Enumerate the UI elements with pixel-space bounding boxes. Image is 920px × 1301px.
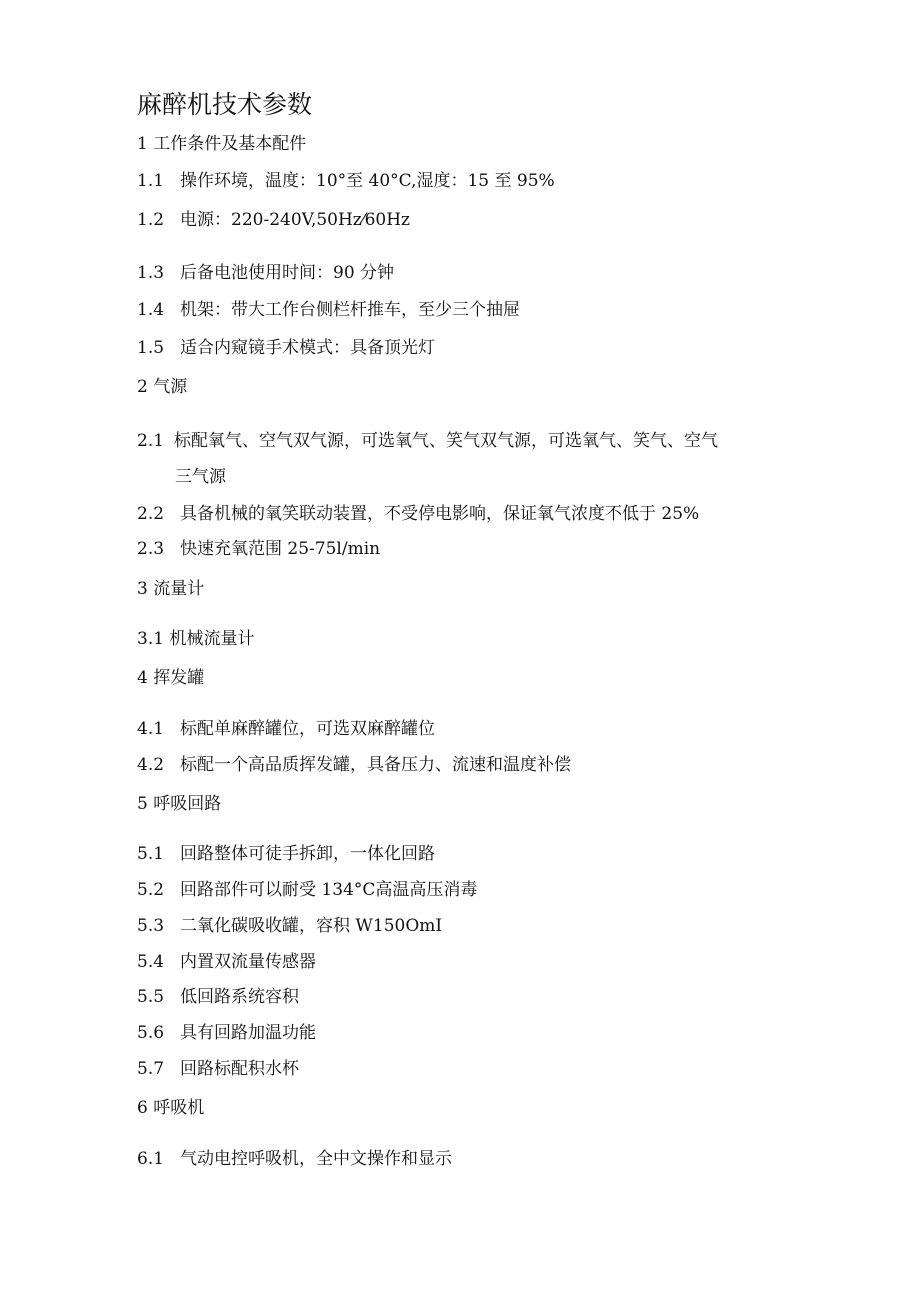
item-number: 4.2: [137, 755, 165, 775]
section-heading: [137, 133, 306, 155]
item-number: 5.3: [137, 916, 165, 936]
section-number: 6: [137, 1098, 148, 1118]
section-title: 流量计: [153, 579, 205, 599]
item-number: 5.5: [137, 987, 165, 1007]
section-title: 气源: [153, 377, 188, 397]
item-number: 3.1: [137, 629, 165, 649]
item-text: 二氧化碳吸收罐，容积 W150OmI: [180, 916, 443, 936]
section-title: 挥发罐: [153, 668, 205, 688]
list-item: [137, 503, 699, 525]
list-item: [137, 718, 435, 740]
item-text: 标配氧气、空气双气源，可选氧气、笑气双气源，可选氧气、笑气、空气: [174, 431, 718, 451]
item-text: 标配单麻醉罐位，可选双麻醉罐位: [180, 719, 435, 739]
item-number: 2.2: [137, 504, 165, 524]
list-item: [137, 754, 571, 776]
item-text: 内置双流量传感器: [180, 952, 316, 972]
item-number: 1.5: [137, 338, 165, 358]
document-title: 麻醉机技术参数: [137, 90, 313, 119]
section-title: 呼吸回路: [153, 794, 222, 814]
list-item: [137, 915, 442, 937]
section-number: 5: [137, 794, 148, 814]
item-text: 适合内窥镜手术模式：具备顶光灯: [180, 338, 435, 358]
section-title: 呼吸机: [153, 1098, 205, 1118]
item-number: 6.1: [137, 1149, 165, 1169]
item-text: 标配一个高品质挥发罐，具备压力、流速和温度补偿: [180, 755, 571, 775]
item-number: 1.4: [137, 300, 165, 320]
item-number: 1.1: [137, 171, 165, 191]
item-text: 低回路系统容积: [180, 987, 299, 1007]
section-heading: [137, 667, 204, 689]
item-text: 机架：带大工作台侧栏杆推车，至少三个抽屉: [180, 300, 520, 320]
item-text: 快速充氧范围 25-75l/min: [180, 539, 381, 559]
item-number: 5.6: [137, 1023, 165, 1043]
item-number: 1.3: [137, 263, 165, 283]
item-number: 5.4: [137, 952, 165, 972]
list-item: [137, 262, 394, 284]
section-number: 1: [137, 134, 148, 154]
section-number: 3: [137, 579, 148, 599]
list-item: [137, 430, 718, 452]
list-item: [137, 986, 299, 1008]
section-number: 2: [137, 377, 148, 397]
item-number: 4.1: [137, 719, 165, 739]
item-text: 具备机械的氧笑联动装置，不受停电影响，保证氧气浓度不低于 25%: [180, 504, 700, 524]
list-item: [137, 879, 477, 901]
item-number: 5.1: [137, 844, 165, 864]
section-heading: [137, 793, 221, 815]
item-text: 机械流量计: [169, 629, 255, 649]
item-text: 电源：220-240V,50Hz⁄60Hz: [180, 210, 411, 230]
item-text: 回路标配积水杯: [180, 1059, 299, 1079]
list-item: [137, 337, 435, 359]
section-heading: [137, 376, 187, 398]
list-item: [137, 1022, 316, 1044]
item-text: 回路部件可以耐受 134°C高温高压消毒: [180, 880, 478, 900]
item-text: 后备电池使用时间：90 分钟: [180, 263, 395, 283]
item-number: 2.1: [137, 431, 165, 451]
item-text: 具有回路加温功能: [180, 1023, 316, 1043]
section-heading: [137, 578, 204, 600]
list-item: [137, 628, 254, 650]
list-item: [137, 1058, 299, 1080]
list-item: [137, 209, 410, 231]
item-text: 回路整体可徒手拆卸，一体化回路: [180, 844, 435, 864]
list-item: [137, 1148, 452, 1170]
section-number: 4: [137, 668, 148, 688]
item-text: 气动电控呼吸机，全中文操作和显示: [180, 1149, 452, 1169]
section-heading: [137, 1097, 204, 1119]
item-number: 1.2: [137, 210, 165, 230]
section-title: 工作条件及基本配件: [153, 134, 307, 154]
list-item: [137, 538, 380, 560]
item-number: 5.7: [137, 1059, 165, 1079]
list-item: [137, 299, 520, 321]
item-number: 2.3: [137, 539, 165, 559]
item-text: 操作环境，温度：10°至 40°C,湿度：15 至 95%: [180, 171, 555, 191]
list-item: [137, 951, 316, 973]
item-continuation: 三气源: [175, 467, 226, 487]
item-number: 5.2: [137, 880, 165, 900]
list-item: [137, 843, 435, 865]
list-item: [137, 170, 555, 192]
